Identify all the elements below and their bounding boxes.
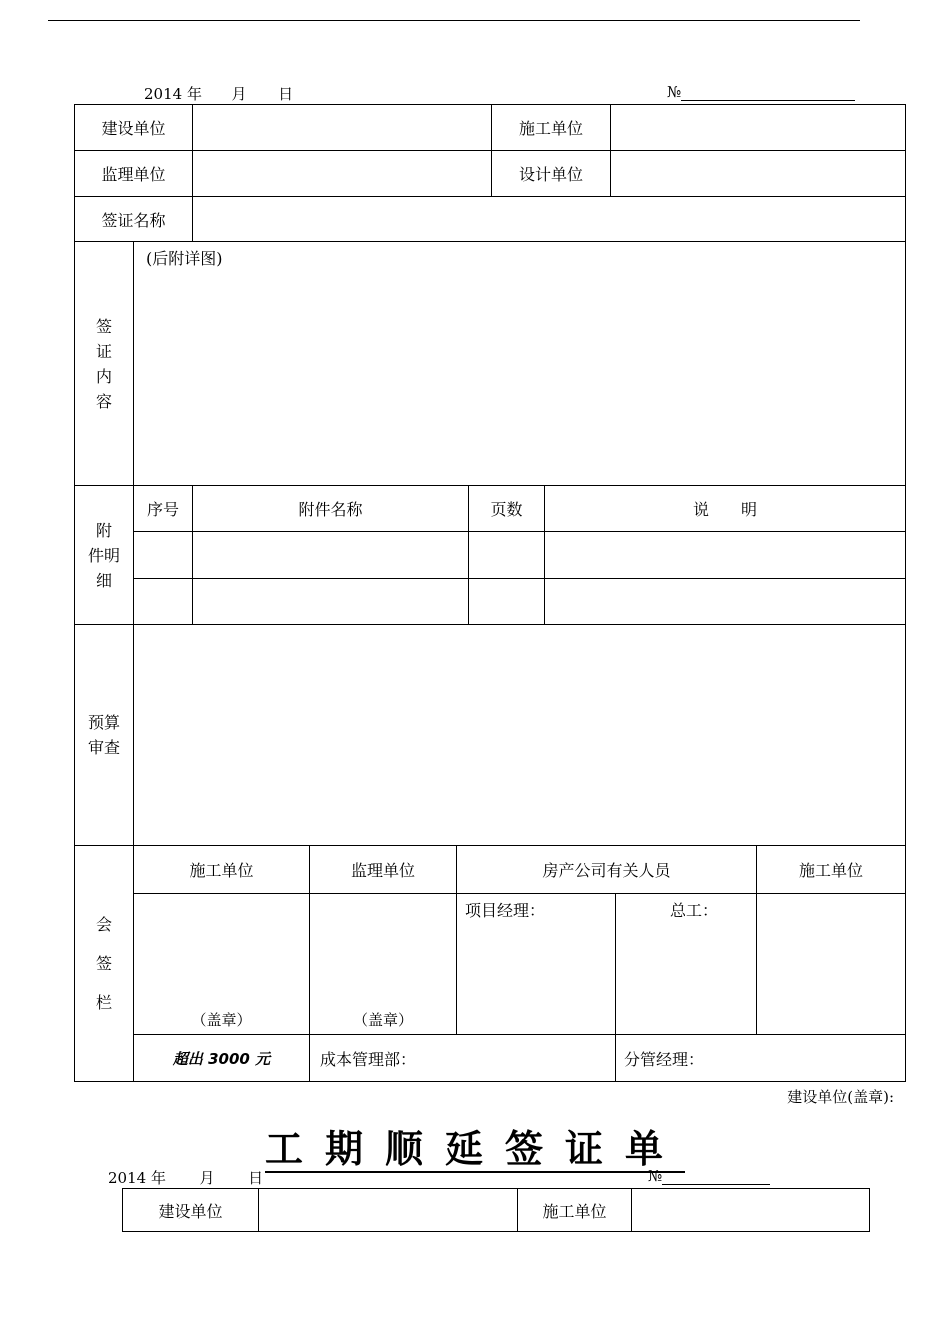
attachments-header-name: 附件名称 — [193, 486, 469, 532]
content-label — [75, 242, 134, 486]
date-month: 月 — [199, 1169, 215, 1187]
attachments-label-char: 附 — [95, 520, 112, 540]
contractor-field[interactable] — [632, 1189, 870, 1232]
date-line — [144, 83, 293, 104]
attachment-seq-cell[interactable] — [134, 532, 193, 579]
number-field-2 — [648, 1167, 770, 1185]
contractor-sign-cell[interactable] — [134, 894, 310, 1035]
attachment-notes-cell[interactable] — [545, 532, 906, 579]
construction-unit-field[interactable] — [259, 1189, 518, 1232]
countersign-header-contractor-2: 施工单位 — [757, 846, 906, 894]
chief-engineer-cell[interactable] — [616, 894, 757, 1035]
content-area[interactable] — [134, 242, 906, 486]
budget-review-label-char: 预算 — [87, 713, 120, 732]
attachments-label — [75, 486, 134, 625]
countersign-label-char: 栏 — [95, 993, 112, 1012]
attachments-header-pages: 页数 — [469, 486, 545, 532]
page-title-text: 工期顺延签证单 — [264, 1126, 685, 1171]
contractor-label: 施工单位 — [492, 105, 611, 151]
contractor-field[interactable] — [611, 105, 906, 151]
design-unit-label: 设计单位 — [492, 151, 611, 197]
top-rule — [48, 20, 860, 21]
content-label-char: 签 — [95, 316, 112, 336]
budget-review-area[interactable] — [134, 625, 906, 846]
countersign-header-contractor: 施工单位 — [134, 846, 310, 894]
content-label-char: 容 — [95, 391, 112, 411]
contractor-2-sign-cell[interactable] — [757, 894, 906, 1035]
chief-engineer-label: 总工： — [670, 901, 719, 920]
project-manager-label: 项目经理： — [465, 901, 546, 920]
date-day: 日 — [278, 85, 294, 103]
content-note: (后附详图) — [146, 249, 223, 268]
supervisor-field[interactable] — [193, 151, 492, 197]
countersign-header-realestate: 房产公司有关人员 — [457, 846, 757, 894]
attachment-pages-cell[interactable] — [469, 579, 545, 625]
construction-unit-label: 建设单位 — [75, 105, 193, 151]
attachment-name-cell[interactable] — [193, 579, 469, 625]
supervisor-sign-cell[interactable] — [310, 894, 457, 1035]
exceed-amount-cell — [134, 1035, 310, 1082]
countersign-label-char: 会 — [95, 915, 112, 934]
branch-manager-cell[interactable] — [616, 1035, 906, 1082]
date-month: 月 — [231, 85, 247, 103]
number-label: № — [667, 83, 682, 101]
info-table-2 — [122, 1188, 870, 1232]
attachments-header-seq: 序号 — [134, 486, 193, 532]
number-underline[interactable] — [681, 84, 855, 101]
budget-review-label-char: 审查 — [87, 738, 120, 757]
attachment-seq-cell[interactable] — [134, 579, 193, 625]
visa-name-field[interactable] — [193, 197, 906, 242]
branch-manager-label: 分管经理： — [624, 1049, 705, 1069]
date-day: 日 — [248, 1169, 264, 1187]
number-field — [667, 83, 855, 101]
construction-unit-label: 建设单位 — [123, 1189, 259, 1232]
attachment-pages-cell[interactable] — [469, 532, 545, 579]
stamp-label: （盖章） — [191, 1011, 252, 1029]
content-label-char: 证 — [95, 341, 112, 361]
date-line-2 — [108, 1167, 263, 1188]
exceed-amount-label: 超出 3000 元 — [172, 1049, 271, 1068]
cost-dept-cell[interactable] — [310, 1035, 616, 1082]
date-year: 2014 年 — [144, 85, 202, 103]
attachments-label-char: 件明 — [87, 545, 120, 565]
countersign-label-char: 签 — [95, 954, 112, 973]
attachment-notes-cell[interactable] — [545, 579, 906, 625]
project-manager-cell[interactable] — [457, 894, 616, 1035]
content-table — [74, 241, 906, 846]
attachment-name-cell[interactable] — [193, 532, 469, 579]
contractor-label: 施工单位 — [518, 1189, 632, 1232]
content-label-char: 内 — [95, 366, 112, 386]
date-year: 2014 年 — [108, 1169, 166, 1187]
info-table — [74, 104, 906, 242]
countersign-label — [75, 846, 134, 1082]
countersign-header-supervisor: 监理单位 — [310, 846, 457, 894]
construction-seal-line: 建设单位(盖章): — [787, 1088, 894, 1106]
number-label: № — [648, 1167, 663, 1185]
stamp-label: （盖章） — [353, 1011, 414, 1029]
countersign-table — [74, 845, 906, 1082]
cost-dept-label: 成本管理部： — [320, 1049, 417, 1069]
number-underline[interactable] — [662, 1168, 770, 1185]
supervisor-label: 监理单位 — [75, 151, 193, 197]
attachments-header-notes: 说 明 — [545, 486, 906, 532]
attachments-label-char: 细 — [95, 570, 112, 590]
page-title — [0, 1118, 950, 1173]
visa-name-label: 签证名称 — [75, 197, 193, 242]
design-unit-field[interactable] — [611, 151, 906, 197]
construction-unit-field[interactable] — [193, 105, 492, 151]
budget-review-label — [75, 625, 134, 846]
